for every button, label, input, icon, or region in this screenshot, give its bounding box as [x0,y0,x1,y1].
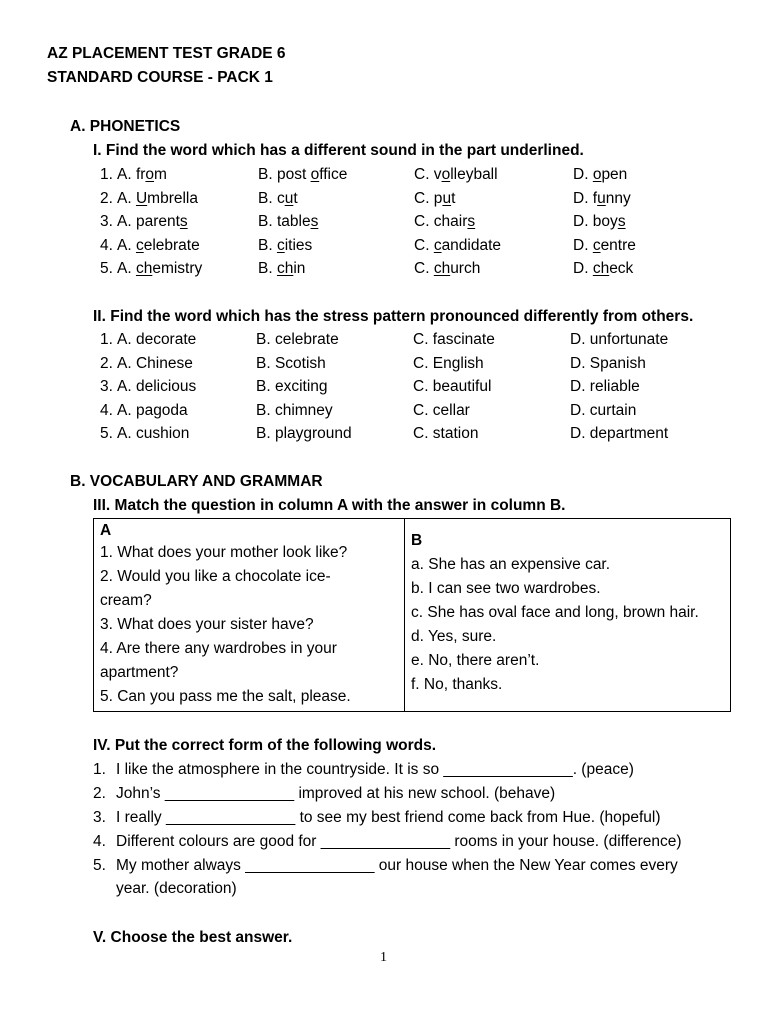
option-text: A. parent [117,213,180,231]
question-number: 1. [100,331,113,348]
underlined-part: o [592,166,602,183]
option-text: t [293,189,298,207]
option-text: D. [573,260,593,278]
option-text: C. [414,260,434,278]
underlined-part: s [310,213,319,231]
part4-item5-continuation: year. (decoration) [116,880,237,897]
answer-option [573,212,626,232]
part5-title: V. Choose the best answer. [93,929,293,946]
column-b-line: a. She has an expensive car. [411,556,611,573]
option-text: ffice [319,166,348,183]
answer-option: D. reliable [570,378,640,396]
column-a-header: A [100,522,112,539]
answer-option [258,259,305,279]
column-b-line: f. No, thanks. [411,676,503,693]
option-text: m [154,166,167,183]
column-b-line: b. I can see two wardrobes. [411,580,601,597]
underlined-part: u [442,189,452,207]
answer-option [258,165,347,185]
underlined-part: ch [433,260,451,278]
option-text: A. fr [117,166,146,183]
column-b-line: e. No, there aren’t. [411,652,540,669]
underlined-part: ch [135,260,153,278]
underlined-part: s [467,213,476,231]
answer-option [414,259,480,279]
answer-option: D. department [570,425,669,443]
item-number: 4. [93,833,106,850]
answer-option: D. Spanish [570,354,646,372]
column-a-line: 4. Are there any wardrobes in your [100,640,337,657]
answer-option [414,236,501,256]
option-text: in [293,260,306,278]
option-text: A. [117,236,136,254]
question-number: 5. [100,260,113,278]
answer-option [573,189,631,209]
answer-option [117,189,198,209]
part1-title: I. Find the word which has a different sound in the part underlined. [93,142,584,159]
column-a-line: 5. Can you pass me the salt, please. [100,688,351,705]
option-text: B. [258,236,277,254]
matching-table [93,518,731,712]
section-a-heading: A. PHONETICS [70,118,181,135]
answer-option: C. station [413,425,479,443]
option-text: A. [117,260,136,278]
option-text: C. chair [414,213,468,231]
option-text: ities [284,236,313,254]
option-text: elebrate [143,236,200,254]
option-text: nny [605,189,631,207]
answer-option [414,189,455,209]
column-b-line: c. She has oval face and long, brown hair. [411,604,699,621]
question-number: 5. [100,425,113,443]
option-text: mbrella [147,189,198,207]
answer-option: B. celebrate [256,331,339,348]
answer-option: C. beautiful [413,378,492,396]
question-number: 2. [100,354,113,372]
answer-option [414,165,498,185]
option-text: C. v [414,166,442,183]
option-text: D. f [573,189,598,207]
underlined-part: o [441,166,451,183]
option-text: D. boy [573,213,618,231]
option-text: entre [600,236,636,254]
option-text: B. post [258,166,311,183]
answer-option: A. Chinese [117,354,193,372]
column-a-line: 2. Would you like a chocolate ice- [100,568,331,585]
option-text: C. [414,236,434,254]
answer-option [414,212,475,232]
question-number: 2. [100,189,113,207]
underlined-part: u [597,189,606,207]
question-number: 3. [100,378,113,396]
answer-option: D. unfortunate [570,331,669,348]
answer-option [258,189,298,209]
answer-option: C. fascinate [413,331,495,348]
part4-title: IV. Put the correct form of the following words. [93,737,437,754]
option-text: pen [601,166,628,183]
underlined-part: ch [276,260,294,278]
column-a-cell [94,519,405,712]
underlined-part: u [284,189,294,207]
column-a-line: 3. What does your sister have? [100,616,314,633]
answer-option: A. decorate [117,331,197,348]
option-text: D. [573,166,593,183]
item-number: 3. [93,809,106,826]
underlined-part: c [135,236,144,254]
answer-option [117,236,200,256]
underlined-part: c [592,236,601,254]
fill-in-item: I like the atmosphere in the countryside. It is so _______________. (peace) [116,761,634,778]
column-b-line: d. Yes, sure. [411,628,497,645]
underlined-part: ch [592,260,610,278]
column-b-header: B [411,532,423,549]
question-number: 4. [100,401,113,419]
option-text: A. [117,189,136,207]
answer-option: D. curtain [570,401,637,419]
question-number: 3. [100,213,113,231]
answer-option: A. cushion [117,425,190,443]
answer-option: B. Scotish [256,354,326,372]
item-number: 2. [93,785,106,802]
answer-option [573,165,627,185]
underlined-part: s [617,213,626,231]
page-number: 1 [380,950,387,965]
part3-title: III. Match the question in column A with the answer in column B. [93,497,566,514]
option-text: urch [450,260,481,278]
option-text: t [451,189,456,207]
answer-option [258,212,318,232]
option-text: D. [573,236,593,254]
underlined-part: U [135,189,148,207]
answer-option: C. English [413,354,484,372]
section-b-heading: B. VOCABULARY AND GRAMMAR [70,473,323,490]
fill-in-item: Different colours are good for _______________ rooms in your house. (difference) [116,833,682,850]
underlined-part: c [433,236,442,254]
option-text: B. table [258,213,311,231]
underlined-part: o [145,166,155,183]
underlined-part: o [310,166,320,183]
answer-option: A. pagoda [117,401,188,419]
column-a-line: 1. What does your mother look like? [100,544,348,561]
document-subtitle: STANDARD COURSE - PACK 1 [47,69,273,86]
option-text: B. [258,260,277,278]
answer-option: A. delicious [117,378,197,396]
underlined-part: s [179,213,188,231]
answer-option [573,236,636,256]
document-title: AZ PLACEMENT TEST GRADE 6 [47,45,286,62]
option-text: B. c [258,189,285,207]
option-text: andidate [441,236,502,254]
fill-in-item: I really _______________ to see my best friend come back from Hue. (hopeful) [116,809,661,826]
column-a-line: cream? [100,592,152,609]
answer-option: B. chimney [256,401,333,419]
answer-option: B. playground [256,425,352,443]
fill-in-item: My mother always _______________ our house when the New Year comes every [116,857,678,874]
fill-in-item: John’s _______________ improved at his new school. (behave) [116,785,556,802]
option-text: eck [609,260,634,278]
answer-option [258,236,312,256]
answer-option [117,212,188,232]
item-number: 5. [93,857,106,874]
column-b-cell [405,519,731,712]
option-text: lleyball [450,166,498,183]
option-text: emistry [152,260,203,278]
answer-option: B. exciting [256,378,328,396]
answer-option [117,165,167,185]
underlined-part: c [276,236,285,254]
item-number: 1. [93,761,106,778]
answer-option: C. cellar [413,401,470,419]
answer-option [117,259,202,279]
question-number: 1. [100,166,113,183]
answer-option [573,259,633,279]
column-a-line: apartment? [100,664,179,681]
question-number: 4. [100,236,113,254]
part2-title: II. Find the word which has the stress pattern pronounced differently from others. [93,308,694,325]
option-text: C. p [414,189,443,207]
